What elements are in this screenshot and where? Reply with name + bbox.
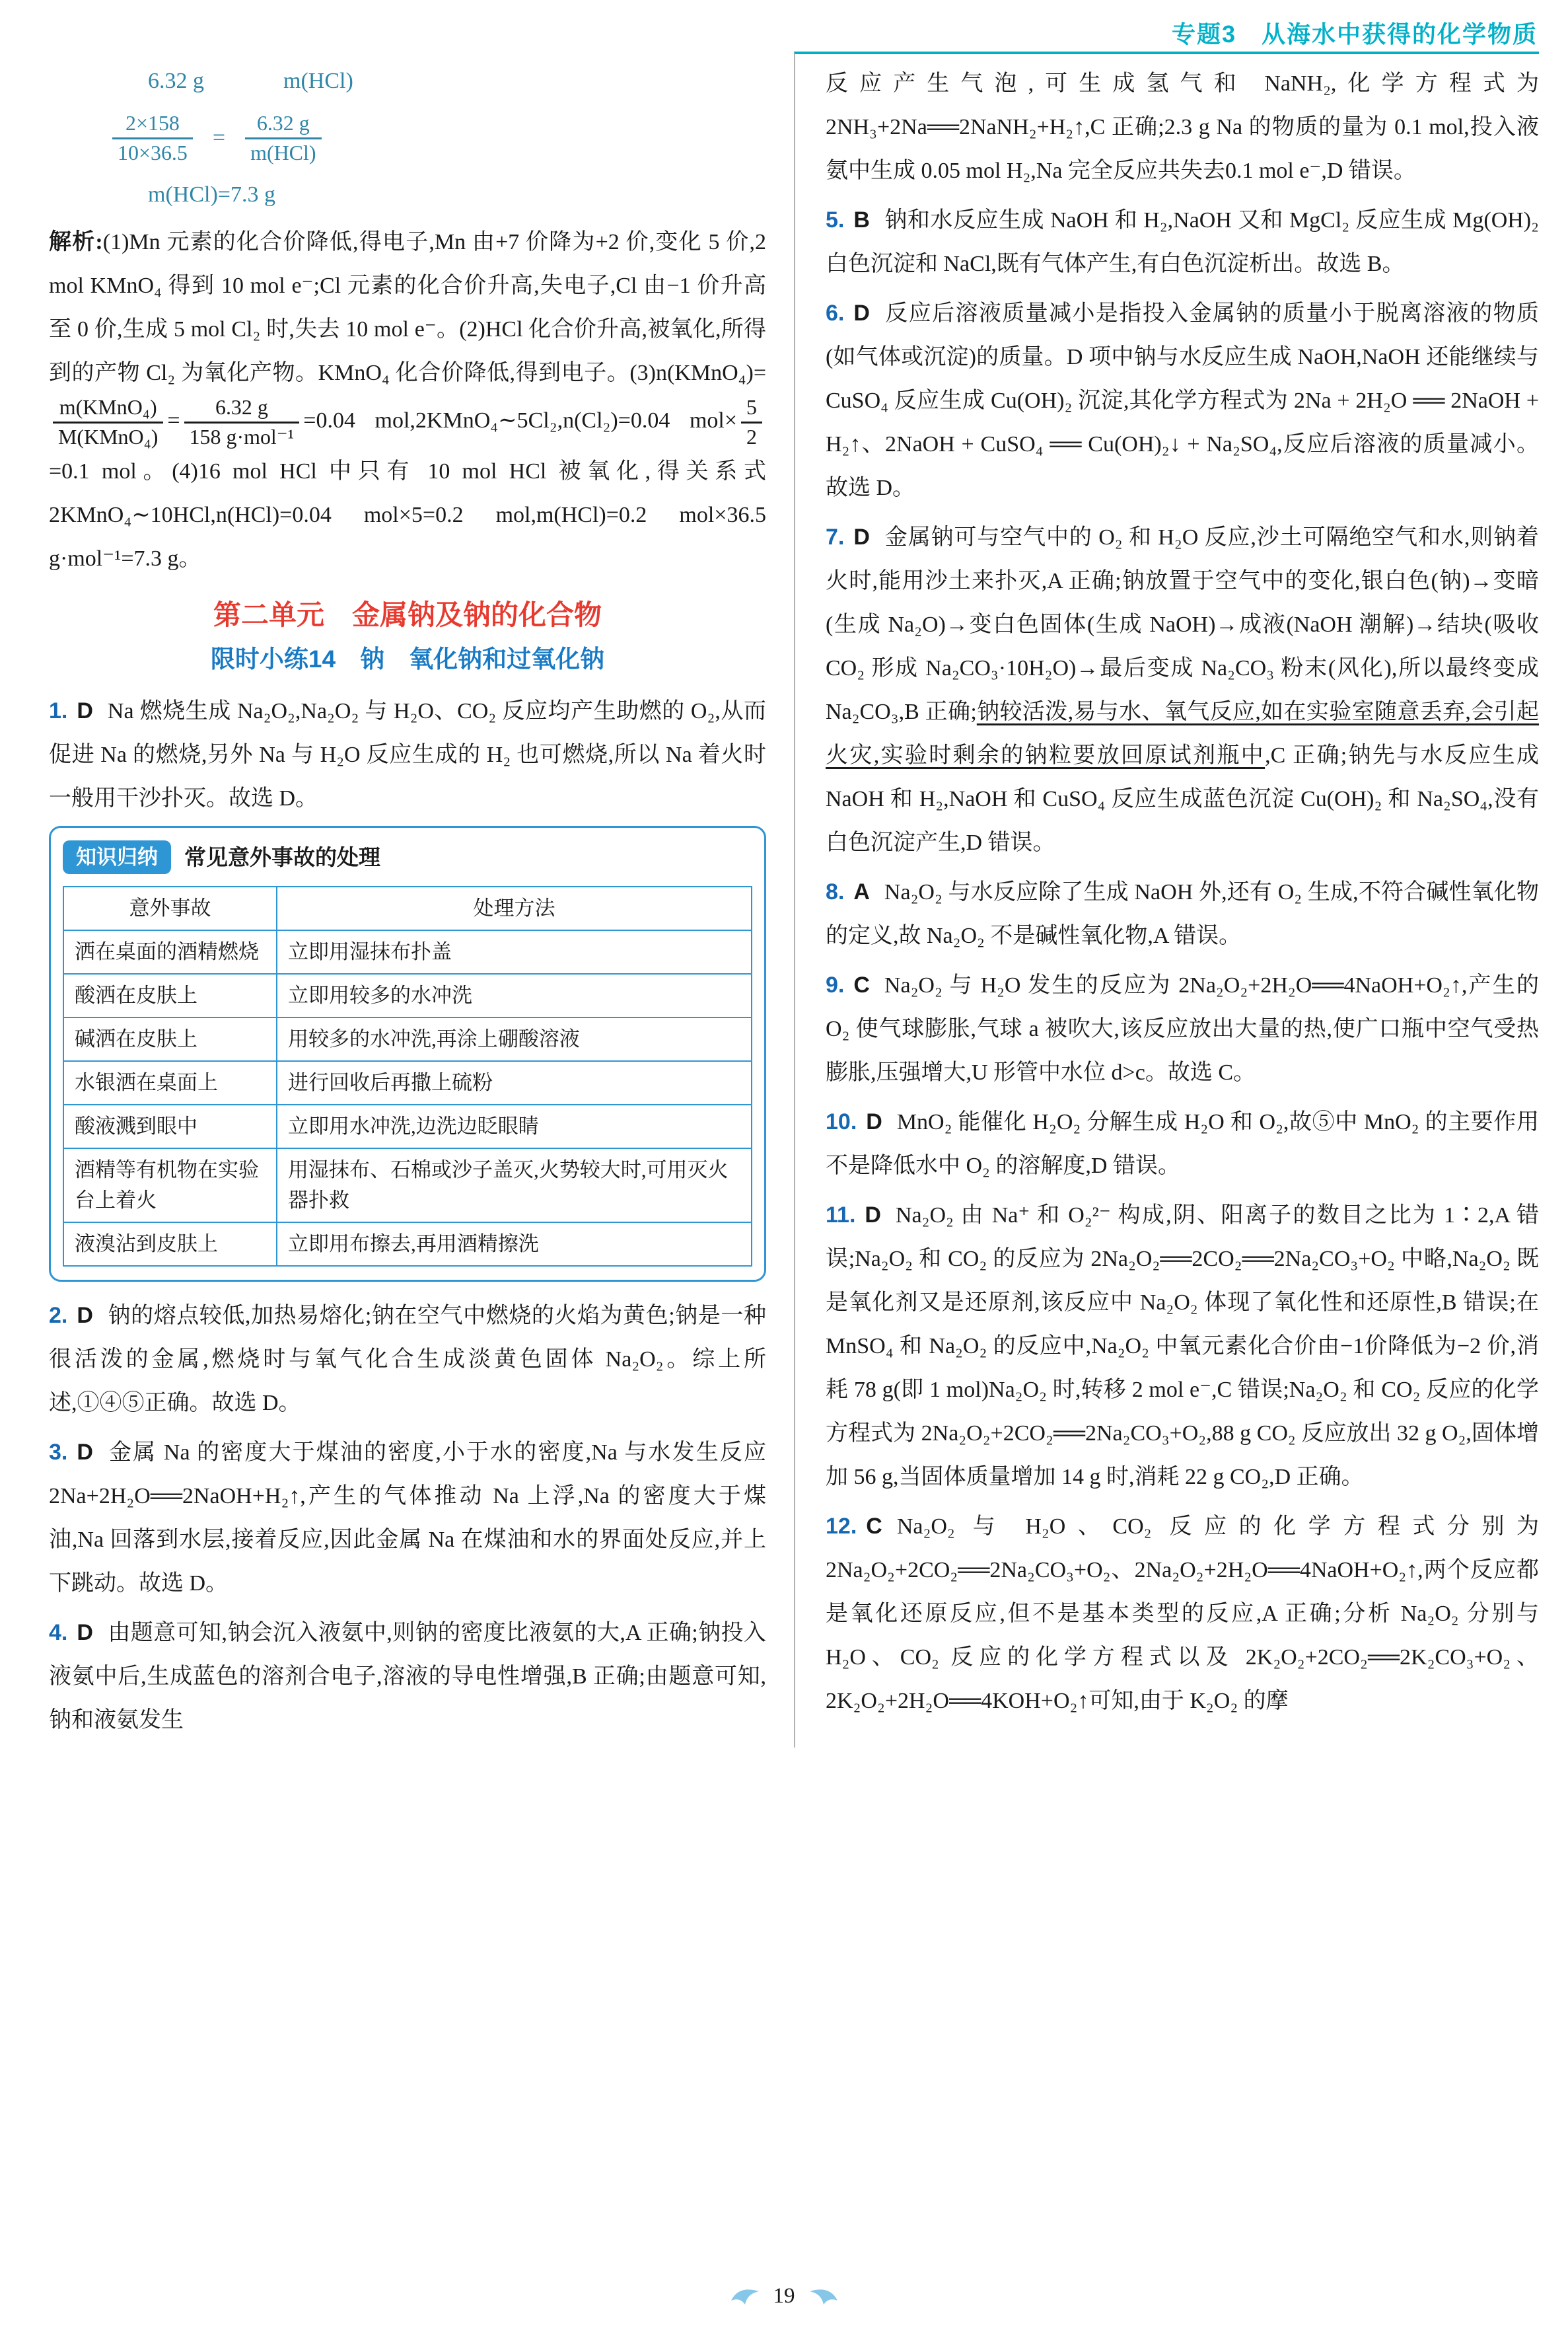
answer-item-10: [826, 1100, 1539, 1188]
answer-letter: D: [77, 1302, 93, 1328]
table-cell: 酸液溅到眼中: [63, 1105, 277, 1148]
answer-number: 11.: [826, 1202, 856, 1228]
table-row: [63, 930, 752, 974]
fraction: [245, 111, 321, 165]
answer-text: Na₂O₂ 由 Na⁺ 和 O₂²⁻ 构成,阴、阳离子的数目之比为 1∶2,A 错误;Na₂O₂ 和 CO₂ 的反应为 2Na₂O₂══2CO₂══2Na₂CO₃+O₂ 中略,Na₂O₂ 既是氧化剂又是还原剂,该反应中 Na₂O₂ 体现了氧化性和还原性,B 错误;在 MnSO₄ 和 Na₂O₂ 的反应中,Na₂O₂ 中氧元素化合价由−1价降低为−2 价,消耗 78 g(即 1 mol)Na₂O₂ 时,转移 2 mol e⁻,C 错误;Na₂O₂ 和 CO₂ 反应的化学方程式为 2Na₂O₂+2CO₂══2Na₂CO₃+O₂,88 g CO₂ 反应放出 32 g O₂,固体增加 56 g,当固体质量增加 14 g 时,消耗 22 g CO₂,D 正确。: [826, 1203, 1539, 1489]
answer-text: 反应产生气泡,可生成氢气和 NaNH₂,化学方程式为 2NH₃+2Na══2NaNH₂+H₂↑,C 正确;2.3 g Na 的物质的量为 0.1 mol,投入液氨中生成 0.05 mol H₂,Na 完全反应共失去0.1 mol e⁻,D 错误。: [826, 71, 1539, 183]
page-footer: [0, 2283, 1568, 2309]
table-header-cell: 意外事故: [63, 887, 277, 930]
unit-title: 第二单元 金属钠及钠的化合物: [213, 599, 602, 630]
table-cell: 用湿抹布、石棉或沙子盖灭,火势较大时,可用灭火器扑救: [277, 1148, 752, 1222]
right-column: [794, 52, 1539, 1748]
answer-item-4: [49, 1611, 766, 1742]
worked-labels: [148, 59, 766, 103]
worked-result: m(HCl)=7.3 g: [148, 182, 275, 207]
answer-letter: D: [865, 1202, 881, 1228]
bird-icon-left: [730, 2286, 760, 2306]
table-header-row: [63, 887, 752, 930]
answer-number: 4.: [49, 1619, 68, 1645]
equals-sign: =: [212, 126, 226, 151]
table-cell: 立即用布擦去,再用酒精擦洗: [277, 1222, 752, 1266]
answer-number: 5.: [826, 207, 845, 233]
answer-text: Na 燃烧生成 Na₂O₂,Na₂O₂ 与 H₂O、CO₂ 反应均产生助燃的 O₂,从而促进 Na 的燃烧,另外 Na 与 H₂O 反应生成的 H₂ 也可燃烧,所以 Na 着火时一般用干沙扑灭。故选 D。: [49, 698, 766, 811]
answer-text: 由题意可知,钠会沉入液氨中,则钠的密度比液氨的大,A 正确;钠投入液氨中后,生成蓝色的溶剂合电子,溶液的导电性增强,B 正确;由题意可知,钠和液氨发生: [49, 1620, 766, 1732]
answer-item-3: [49, 1430, 766, 1605]
answer-number: 2.: [49, 1302, 68, 1328]
answer-letter: D: [77, 698, 93, 723]
analysis-paragraph: [49, 221, 766, 580]
fraction-numerator: 2×158: [112, 111, 193, 139]
left-column: [49, 52, 794, 1748]
worked-solution-block: [49, 59, 766, 217]
answer-letter: C: [866, 1514, 882, 1539]
answer-letter: C: [853, 973, 870, 998]
content-columns: [49, 52, 1539, 1748]
table-row: [63, 1061, 752, 1105]
answer-number: 10.: [826, 1109, 857, 1134]
page-header: [0, 0, 1568, 52]
answer-number: 7.: [826, 525, 845, 550]
answer-number: 1.: [49, 698, 68, 723]
answer-number: 3.: [49, 1439, 68, 1465]
fraction-numerator: 6.32 g: [245, 111, 321, 139]
lesson-title: 限时小练14 钠 氧化钠和过氧化钠: [210, 645, 605, 673]
knowledge-box-header: [63, 836, 752, 879]
answer-text: 钠的熔点较低,加热易熔化;钠在空气中燃烧的火焰为黄色;钠是一种很活泼的金属,燃烧时与氧气化合生成淡黄色固体 Na₂O₂。综上所述,①④⑤正确。故选 D。: [49, 1303, 766, 1415]
table-cell: 进行回收后再撒上硫粉: [277, 1061, 752, 1105]
answer-text: MnO₂ 能催化 H₂O₂ 分解生成 H₂O 和 O₂,故⑤中 MnO₂ 的主要作用不是降低水中 O₂ 的溶解度,D 错误。: [826, 1110, 1539, 1178]
answer-text: 金属 Na 的密度大于煤油的密度,小于水的密度,Na 与水发生反应 2Na+2H₂O══2NaOH+H₂↑,产生的气体推动 Na 上浮,Na 的密度大于煤油,Na 回落到水层,接着反应,因此金属 Na 在煤油和水的界面处反应,并上下跳动。故选 D。: [49, 1440, 766, 1596]
answer-item-1: [49, 689, 766, 821]
table-cell: 立即用湿抹布扑盖: [277, 930, 752, 974]
fraction-denominator: m(HCl): [250, 141, 316, 165]
fraction-denominator: 10×36.5: [118, 141, 188, 165]
answer-item-6: [826, 291, 1539, 510]
page-number: 19: [773, 2284, 795, 2308]
answer-text: Na₂O₂ 与 H₂O 发生的反应为 2Na₂O₂+2H₂O══4NaOH+O₂↑,产生的 O₂ 使气球膨胀,气球 a 被吹大,该反应放出大量的热,使广口瓶中空气受热膨胀,压强增大,U 形管中水位 d>c。故选 C。: [826, 973, 1539, 1085]
table-cell: 碱洒在皮肤上: [63, 1017, 277, 1061]
fraction: [112, 111, 193, 165]
table-row: [63, 974, 752, 1017]
answer-item-11: [826, 1193, 1539, 1499]
answer-item-2: [49, 1294, 766, 1425]
table-cell: 酒精等有机物在实验台上着火: [63, 1148, 277, 1222]
worked-label-left: 6.32 g: [148, 69, 204, 93]
table-cell: 水银洒在桌面上: [63, 1061, 277, 1105]
table-row: [63, 1148, 752, 1222]
table-cell: 用较多的水冲洗,再涂上硼酸溶液: [277, 1017, 752, 1061]
answer-number: 6.: [826, 301, 845, 326]
table-cell: 洒在桌面的酒精燃烧: [63, 930, 277, 974]
knowledge-title: 常见意外事故的处理: [184, 844, 380, 869]
answer-text: Na₂O₂ 与 H₂O、CO₂ 反应的化学方程式分别为 2Na₂O₂+2CO₂══2Na₂CO₃+O₂、2Na₂O₂+2H₂O══4NaOH+O₂↑,两个反应都是氧化还原反应,但不是基本类型的反应,A 正确;分析 Na₂O₂ 分别与 H₂O、CO₂ 反应的化学方程式以及 2K₂O₂+2CO₂══2K₂CO₃+O₂、2K₂O₂+2H₂O══4KOH+O₂↑可知,由于 K₂O₂ 的摩: [826, 1514, 1539, 1713]
answer-item-12: [826, 1504, 1539, 1723]
table-row: [63, 1222, 752, 1266]
answer-letter: D: [866, 1109, 882, 1134]
accidents-table: [63, 886, 752, 1267]
table-cell: 液溴沾到皮肤上: [63, 1222, 277, 1266]
answer-item-8: [826, 870, 1539, 958]
answer-text: Na₂O₂ 与水反应除了生成 NaOH 外,还有 O₂ 生成,不符合碱性氧化物的定义,故 Na₂O₂ 不是碱性氧化物,A 错误。: [826, 880, 1539, 948]
answer-letter: A: [853, 879, 870, 904]
answer-letter: D: [77, 1619, 93, 1645]
table-header-cell: 处理方法: [277, 887, 752, 930]
knowledge-box: [49, 826, 766, 1282]
answer-letter: D: [77, 1439, 93, 1465]
analysis-label: 解析:: [49, 230, 103, 255]
table-cell: 立即用较多的水冲洗: [277, 974, 752, 1017]
knowledge-badge: 知识归纳: [63, 840, 171, 874]
chapter-title: 专题3 从海水中获得的化学物质: [1171, 20, 1538, 48]
answer-text: 金属钠可与空气中的 O₂ 和 H₂O 反应,沙土可隔绝空气和水,则钠着火时,能用沙土来扑灭,A 正确;钠放置于空气中的变化,银白色(钠)→变暗(生成 Na₂O)→变白色固体(生成 NaOH)→成液(NaOH 潮解)→结块(吸收 CO₂ 形成 Na₂CO₃·10H₂O)→最后变成 Na₂CO₃ 粉末(风化),所以最终变成 Na₂CO₃,B 正确;钠较活泼,易与水、氧气反应,如在实验室随意丢弃,会引起火灾,实验时剩余的钠粒要放回原试剂瓶中,C 正确;钠先与水反应生成 NaOH 和 H₂,NaOH 和 CuSO₄ 反应生成蓝色沉淀 Cu(OH)₂ 和 Na₂SO₄,没有白色沉淀产生,D 错误。: [826, 525, 1540, 855]
answer-item-9: [826, 963, 1539, 1095]
answer-letter: D: [853, 525, 870, 550]
answer-letter: B: [853, 207, 870, 233]
answer-letter: D: [853, 301, 870, 326]
bird-icon-right: [808, 2286, 839, 2306]
table-row: [63, 1017, 752, 1061]
worked-label-right: m(HCl): [283, 69, 353, 93]
answer-text: 反应后溶液质量减小是指投入金属钠的质量小于脱离溶液的物质(如气体或沉淀)的质量。D 项中钠与水反应生成 NaOH,NaOH 还能继续与 CuSO₄ 反应生成 Cu(OH)₂ 沉淀,其化学方程式为 2Na + 2H₂O ══ 2NaOH + H₂↑、2NaOH + CuSO₄ ══ Cu(OH)₂↓ + Na₂SO₄,反应后溶液的质量减小。故选 D。: [826, 301, 1539, 500]
answer-number: 12.: [826, 1514, 857, 1539]
continuation-paragraph: [826, 62, 1539, 193]
answer-item-5: [826, 198, 1539, 286]
answer-item-7: [826, 515, 1539, 865]
table-cell: 立即用水冲洗,边洗边眨眼睛: [277, 1105, 752, 1148]
table-row: [63, 1105, 752, 1148]
answer-text: 钠和水反应生成 NaOH 和 H₂,NaOH 又和 MgCl₂ 反应生成 Mg(OH)₂ 白色沉淀和 NaCl,既有气体产生,有白色沉淀析出。故选 B。: [826, 208, 1539, 276]
answer-number: 9.: [826, 973, 845, 998]
worked-fraction-equation: [108, 106, 766, 170]
analysis-text: (1)Mn 元素的化合价降低,得电子,Mn 由+7 价降为+2 价,变化 5 价,2 mol KMnO₄ 得到 10 mol e⁻;Cl 元素的化合价升高,失电子,Cl 由−1 价升高至 0 价,生成 5 mol Cl₂ 时,失去 10 mol e⁻。(2)HCl 化合价升高,被氧化,所得到的产物 Cl₂ 为氧化产物。KMnO₄ 化合价降低,得到电子。(3)n(KMnO₄)= $\frac{\text{m(KMnO₄)}}{\text{M(KMnO₄)}}$ = $\frac{6.32 g}{\text{158 g·mol⁻¹}}$ =0.04 mol,2KMnO₄∼5Cl₂,n(Cl₂)=0.04 mol× $\frac{5}{2}$ =0.1 mol。(4)16 mol HCl 中只有 10 mol HCl 被氧化,得关系式 2KMnO₄∼10HCl,n(HCl)=0.04 mol×5=0.2 mol,m(HCl)=0.2 mol×36.5 g·mol⁻¹=7.3 g。: [49, 230, 766, 571]
answer-number: 8.: [826, 879, 845, 904]
table-cell: 酸洒在皮肤上: [63, 974, 277, 1017]
